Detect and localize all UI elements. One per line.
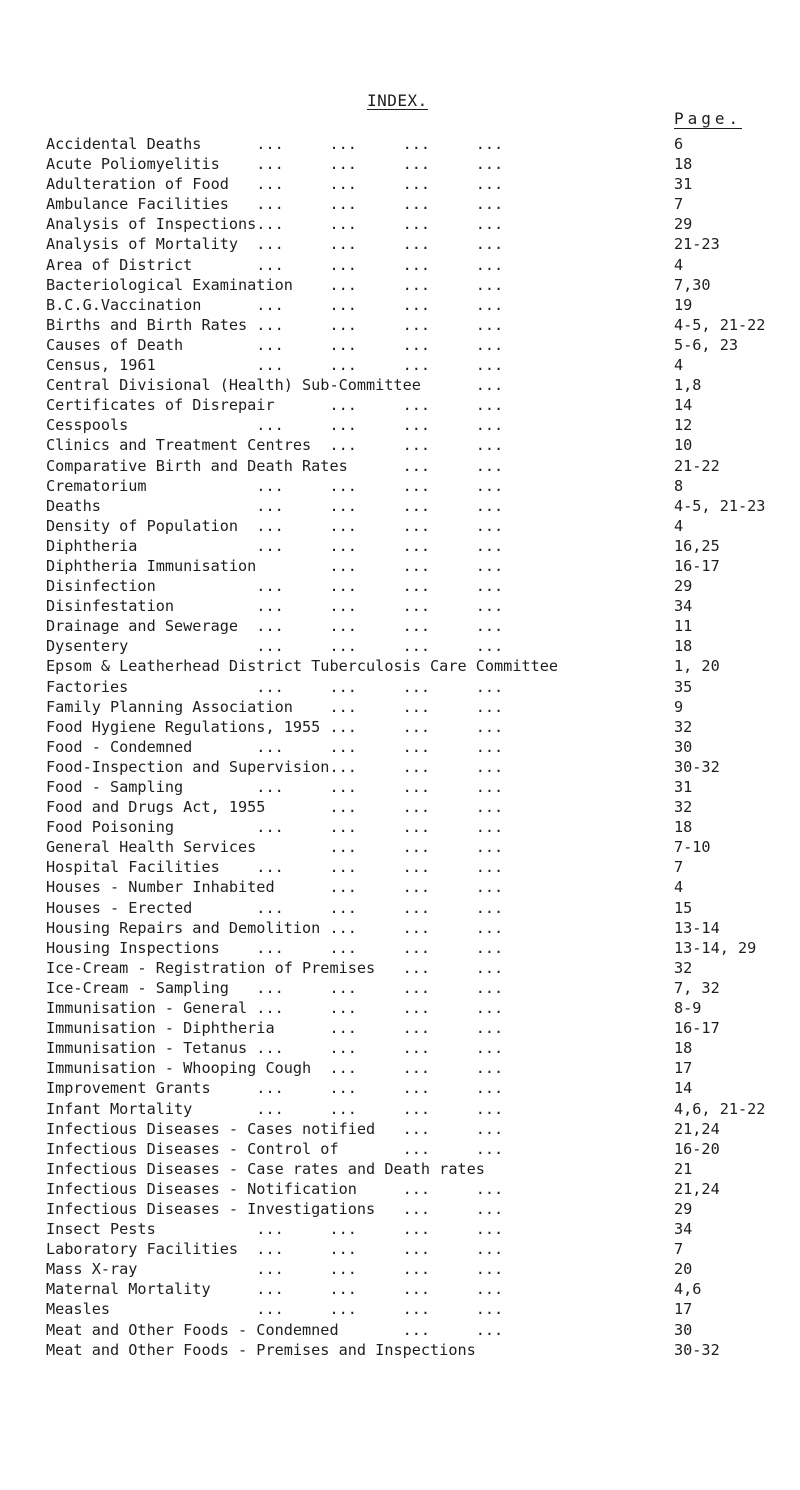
index-entry bbox=[46, 877, 796, 897]
entry-page: 21 bbox=[674, 1159, 693, 1178]
index-entry bbox=[46, 1119, 796, 1139]
index-entries bbox=[46, 134, 796, 1360]
entry-label: Acute Poliomyelitis ... ... ... ... bbox=[46, 155, 504, 174]
index-entry bbox=[46, 636, 796, 656]
entry-label: Mass X-ray ... ... ... ... bbox=[46, 1260, 504, 1279]
index-entry bbox=[46, 415, 796, 435]
index-entry bbox=[46, 1018, 796, 1038]
entry-page: 20 bbox=[674, 1260, 693, 1279]
entry-label: Measles ... ... ... ... bbox=[46, 1300, 504, 1319]
entry-page: 4 bbox=[674, 516, 684, 535]
entry-label: Density of Population ... ... ... ... bbox=[46, 516, 504, 535]
index-entry bbox=[46, 616, 796, 636]
entry-label: Disinfection ... ... ... ... bbox=[46, 577, 504, 596]
entry-page: 35 bbox=[674, 677, 693, 696]
index-entry bbox=[46, 857, 796, 877]
entry-page: 32 bbox=[674, 798, 693, 817]
index-entry bbox=[46, 516, 796, 536]
entry-label: Food-Inspection and Supervision... ... ... bbox=[46, 757, 504, 776]
index-entry bbox=[46, 817, 796, 837]
index-entry bbox=[46, 1159, 796, 1179]
entry-label: Dysentery ... ... ... ... bbox=[46, 637, 504, 656]
index-entry bbox=[46, 1239, 796, 1259]
index-entry bbox=[46, 1340, 796, 1360]
entry-label: Causes of Death ... ... ... ... bbox=[46, 335, 504, 354]
entry-page: 6 bbox=[674, 135, 684, 153]
entry-page: 13-14 bbox=[674, 918, 720, 937]
entry-page: 17 bbox=[674, 1059, 693, 1078]
entry-label: Bacteriological Examination ... ... ... bbox=[46, 275, 504, 294]
entry-label: Births and Birth Rates ... ... ... ... bbox=[46, 315, 504, 334]
entry-label: Houses - Number Inhabited ... ... ... bbox=[46, 878, 504, 897]
entry-label: Immunisation - General ... ... ... ... bbox=[46, 999, 504, 1018]
entry-label: Housing Repairs and Demolition ... ... ... bbox=[46, 918, 504, 937]
index-entry bbox=[46, 656, 796, 676]
entry-page: 4,6 bbox=[674, 1280, 702, 1299]
entry-page: 29 bbox=[674, 1199, 693, 1218]
entry-page: 4 bbox=[674, 356, 684, 375]
entry-page: 32 bbox=[674, 717, 693, 736]
entry-label: Epsom & Leatherhead District Tuberculosis Care Committee bbox=[46, 657, 559, 676]
entry-page: 32 bbox=[674, 958, 693, 977]
entry-page: 31 bbox=[674, 778, 693, 796]
index-entry bbox=[46, 536, 796, 556]
index-entry bbox=[46, 1279, 796, 1299]
index-entry bbox=[46, 1078, 796, 1098]
entry-label: Crematorium ... ... ... ... bbox=[46, 476, 504, 495]
entry-page: 16-17 bbox=[674, 1019, 720, 1038]
entry-page: 30 bbox=[674, 737, 693, 756]
entry-label: Deaths ... ... ... ... bbox=[46, 496, 504, 515]
entry-page: 4 bbox=[674, 878, 684, 897]
entry-page: 13-14, 29 bbox=[674, 938, 757, 957]
entry-label: Central Divisional (Health) Sub-Committee ... bbox=[46, 376, 504, 395]
index-entry bbox=[46, 315, 796, 335]
entry-page: 7,30 bbox=[674, 275, 711, 294]
index-entry bbox=[46, 717, 796, 737]
index-entry bbox=[46, 737, 796, 757]
entry-label: Housing Inspections ... ... ... ... bbox=[46, 938, 504, 957]
entry-page: 15 bbox=[674, 898, 693, 917]
index-entry bbox=[46, 194, 796, 214]
entry-page: 4 bbox=[674, 255, 684, 274]
entry-label: Maternal Mortality ... ... ... ... bbox=[46, 1280, 504, 1299]
entry-page: 17 bbox=[674, 1300, 693, 1319]
entry-label: Comparative Birth and Death Rates ... ... bbox=[46, 456, 504, 475]
index-entry bbox=[46, 918, 796, 938]
entry-label: Ambulance Facilities ... ... ... ... bbox=[46, 195, 504, 214]
page-column-heading bbox=[674, 110, 742, 127]
entry-page: 4-5, 21-23 bbox=[674, 496, 766, 515]
entry-label: Immunisation - Diphtheria ... ... ... bbox=[46, 1019, 504, 1038]
entry-page: 29 bbox=[674, 577, 693, 596]
entry-page: 30-32 bbox=[674, 1340, 720, 1359]
entry-page: 5-6, 23 bbox=[674, 335, 739, 354]
index-entry bbox=[46, 958, 796, 978]
index-entry bbox=[46, 837, 796, 857]
entry-label: Factories ... ... ... ... bbox=[46, 677, 504, 696]
entry-page: 7 bbox=[674, 195, 684, 214]
entry-label: Infectious Diseases - Notification ... ... bbox=[46, 1179, 504, 1198]
entry-label: Food and Drugs Act, 1955 ... ... ... bbox=[46, 798, 504, 817]
entry-page: 8-9 bbox=[674, 999, 702, 1018]
index-entry bbox=[46, 435, 796, 455]
index-entry bbox=[46, 1099, 796, 1119]
entry-label: Houses - Erected ... ... ... ... bbox=[46, 898, 504, 917]
entry-label: Hospital Facilities ... ... ... ... bbox=[46, 858, 504, 877]
entry-page: 18 bbox=[674, 818, 693, 837]
index-entry bbox=[46, 214, 796, 234]
entry-page: 1, 20 bbox=[674, 657, 720, 676]
entry-label: Infectious Diseases - Control of ... ... bbox=[46, 1139, 504, 1158]
entry-label: Clinics and Treatment Centres ... ... ... bbox=[46, 436, 504, 455]
index-entry bbox=[46, 697, 796, 717]
entry-label: Census, 1961 ... ... ... ... bbox=[46, 356, 504, 375]
entry-page: 9 bbox=[674, 697, 684, 716]
index-entry bbox=[46, 375, 796, 395]
entry-page: 34 bbox=[674, 1220, 693, 1239]
entry-page: 16-17 bbox=[674, 556, 720, 575]
entry-page: 4,6, 21-22 bbox=[674, 1099, 766, 1118]
entry-label: Analysis of Inspections... ... ... ... bbox=[46, 215, 504, 234]
index-entry bbox=[46, 456, 796, 476]
entry-page: 21-23 bbox=[674, 235, 720, 254]
index-entry bbox=[46, 1299, 796, 1319]
entry-page: 10 bbox=[674, 436, 693, 455]
entry-label: Diphtheria Immunisation ... ... ... bbox=[46, 556, 504, 575]
entry-label: Family Planning Association ... ... ... bbox=[46, 697, 504, 716]
index-entry bbox=[46, 1219, 796, 1239]
entry-page: 30 bbox=[674, 1320, 693, 1339]
entry-label: Food - Sampling ... ... ... ... bbox=[46, 778, 504, 796]
entry-label: Food Poisoning ... ... ... ... bbox=[46, 818, 504, 837]
entry-label: Improvement Grants ... ... ... ... bbox=[46, 1079, 504, 1098]
entry-label: Ice-Cream - Sampling ... ... ... ... bbox=[46, 978, 504, 997]
index-entry bbox=[46, 898, 796, 918]
entry-page: 1,8 bbox=[674, 376, 702, 395]
entry-page: 18 bbox=[674, 1039, 693, 1058]
entry-page: 12 bbox=[674, 416, 693, 435]
index-entry bbox=[46, 496, 796, 516]
entry-page: 21-22 bbox=[674, 456, 720, 475]
entry-page: 7 bbox=[674, 1240, 684, 1259]
index-entry bbox=[46, 275, 796, 295]
entry-label: Food - Condemned ... ... ... ... bbox=[46, 737, 504, 756]
entry-label: Laboratory Facilities ... ... ... ... bbox=[46, 1240, 504, 1259]
entry-label: Cesspools ... ... ... ... bbox=[46, 416, 504, 435]
entry-label: Analysis of Mortality ... ... ... ... bbox=[46, 235, 504, 254]
entry-label: Meat and Other Foods - Premises and Inspections bbox=[46, 1340, 476, 1359]
entry-label: Infectious Diseases - Case rates and Death rates bbox=[46, 1159, 485, 1178]
entry-page: 7 bbox=[674, 858, 684, 877]
entry-page: 11 bbox=[674, 617, 693, 636]
entry-label: Certificates of Disrepair ... ... ... bbox=[46, 396, 504, 415]
entry-label: Diphtheria ... ... ... ... bbox=[46, 536, 504, 555]
index-entry bbox=[46, 255, 796, 275]
index-entry bbox=[46, 476, 796, 496]
entry-page: 16,25 bbox=[674, 536, 720, 555]
entry-page: 34 bbox=[674, 597, 693, 616]
index-entry bbox=[46, 1038, 796, 1058]
index-entry bbox=[46, 395, 796, 415]
page-column-heading-text: Page. bbox=[674, 109, 743, 128]
entry-label: Drainage and Sewerage ... ... ... ... bbox=[46, 617, 504, 636]
index-entry bbox=[46, 596, 796, 616]
entry-label: Disinfestation ... ... ... ... bbox=[46, 597, 504, 616]
index-entry bbox=[46, 998, 796, 1018]
entry-label: General Health Services ... ... ... bbox=[46, 838, 504, 857]
entry-label: Infant Mortality ... ... ... ... bbox=[46, 1099, 504, 1118]
entry-page: 29 bbox=[674, 215, 693, 234]
entry-page: 18 bbox=[674, 155, 693, 174]
entry-page: 4-5, 21-22 bbox=[674, 315, 766, 334]
index-entry bbox=[46, 1058, 796, 1078]
index-entry bbox=[46, 154, 796, 174]
index-entry bbox=[46, 576, 796, 596]
index-entry bbox=[46, 134, 796, 154]
entry-label: Adulteration of Food ... ... ... ... bbox=[46, 175, 504, 194]
entry-label: Infectious Diseases - Investigations ... ... bbox=[46, 1199, 504, 1218]
index-entry bbox=[46, 757, 796, 777]
entry-label: Area of District ... ... ... ... bbox=[46, 255, 504, 274]
entry-label: Ice-Cream - Registration of Premises ... ... bbox=[46, 958, 504, 977]
index-entry bbox=[46, 1179, 796, 1199]
index-entry bbox=[46, 797, 796, 817]
entry-page: 19 bbox=[674, 295, 693, 314]
entry-label: Immunisation - Whooping Cough ... ... ... bbox=[46, 1059, 504, 1078]
index-entry bbox=[46, 1259, 796, 1279]
index-entry bbox=[46, 1139, 796, 1159]
index-entry bbox=[46, 677, 796, 697]
index-entry bbox=[46, 295, 796, 315]
entry-label: Infectious Diseases - Cases notified ... ... bbox=[46, 1119, 504, 1138]
entry-label: Food Hygiene Regulations, 1955 ... ... ... bbox=[46, 717, 504, 736]
entry-label: Immunisation - Tetanus ... ... ... ... bbox=[46, 1039, 504, 1058]
page-title: INDEX. bbox=[367, 91, 428, 110]
index-entry bbox=[46, 355, 796, 375]
entry-page: 21,24 bbox=[674, 1179, 720, 1198]
index-entry bbox=[46, 234, 796, 254]
entry-page: 7-10 bbox=[674, 838, 711, 857]
entry-label: Accidental Deaths ... ... ... ... bbox=[46, 135, 504, 153]
entry-page: 30-32 bbox=[674, 757, 720, 776]
entry-page: 21,24 bbox=[674, 1119, 720, 1138]
index-entry bbox=[46, 938, 796, 958]
entry-label: Meat and Other Foods - Condemned ... ... bbox=[46, 1320, 504, 1339]
entry-label: B.C.G.Vaccination ... ... ... ... bbox=[46, 295, 504, 314]
entry-label: Insect Pests ... ... ... ... bbox=[46, 1220, 504, 1239]
entry-page: 14 bbox=[674, 1079, 693, 1098]
entry-page: 31 bbox=[674, 175, 693, 194]
entry-page: 8 bbox=[674, 476, 684, 495]
index-entry bbox=[46, 1199, 796, 1219]
entry-page: 18 bbox=[674, 637, 693, 656]
index-entry bbox=[46, 174, 796, 194]
entry-page: 7, 32 bbox=[674, 978, 720, 997]
index-entry bbox=[46, 777, 796, 797]
index-entry bbox=[46, 556, 796, 576]
index-entry bbox=[46, 978, 796, 998]
entry-page: 14 bbox=[674, 396, 693, 415]
index-entry bbox=[46, 335, 796, 355]
index-entry bbox=[46, 1320, 796, 1340]
entry-page: 16-20 bbox=[674, 1139, 720, 1158]
